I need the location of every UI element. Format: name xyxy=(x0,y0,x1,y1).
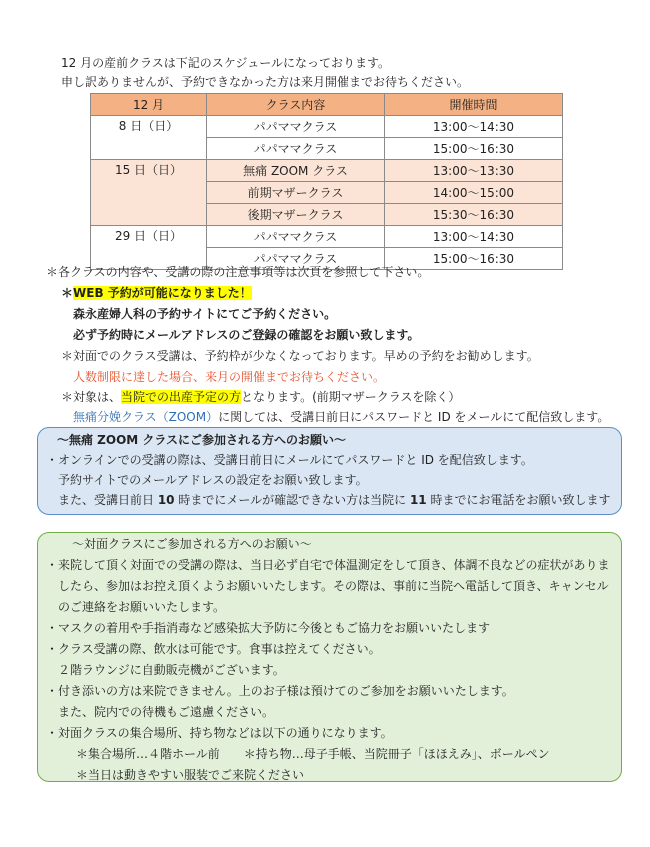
note-face: ＊対面でのクラス受講は、予約枠が少なくなっております。早めの予約をお勧めします。 xyxy=(61,349,539,363)
note-target xyxy=(61,389,460,405)
zoom-box-line-3 xyxy=(58,492,610,508)
time-cell: 15:00～16:30 xyxy=(385,138,563,160)
face-box-title: ～対面クラスにご参加される方へのお願い～ xyxy=(72,537,312,551)
table-row xyxy=(91,160,563,182)
note-web-line-2: 必ず予約時にメールアドレスのご登録の確認をお願い致します。 xyxy=(73,328,420,342)
zoom-line3-e: 時までにお電話をお願い致します xyxy=(426,493,611,507)
class-cell: パパママクラス xyxy=(207,138,385,160)
zoom-line3-hour-11: 11 xyxy=(409,493,427,507)
zoom-class-label: 無痛分娩クラス（ZOOM） xyxy=(73,410,219,424)
table-row xyxy=(91,116,563,138)
note-target-pre: ＊対象は、 xyxy=(61,390,122,404)
zoom-line3-c: 時までにメールが確認できない方は当院に xyxy=(174,493,410,507)
face-box-line: ・来院して頂く対面での受講の際は、当日必ず自宅で体温測定をして頂き、体調不良などの症状がありま xyxy=(46,558,610,572)
table-header-row xyxy=(91,94,563,116)
time-cell: 13:00～14:30 xyxy=(385,116,563,138)
time-cell: 14:00～15:00 xyxy=(385,182,563,204)
time-cell: 15:00～16:30 xyxy=(385,248,563,270)
time-cell: 13:00～13:30 xyxy=(385,160,563,182)
header-class: クラス内容 xyxy=(207,94,385,116)
note-web-line-1: 森永産婦人科の予約サイトにてご予約ください。 xyxy=(73,307,337,321)
header-month: 12 月 xyxy=(91,94,207,116)
note-zoom xyxy=(73,409,609,425)
class-cell: 後期マザークラス xyxy=(207,204,385,226)
note-web-prefix: ＊ xyxy=(61,286,74,300)
table-row xyxy=(91,226,563,248)
intro-line-1: 12 月の産前クラスは下記のスケジュールになっております。 xyxy=(61,56,391,70)
web-reservation-highlight: WEB 予約が可能になりました！ xyxy=(73,286,252,300)
face-box-line: ・マスクの着用や手指消毒など感染拡大予防に今後ともご協力をお願いいたします xyxy=(46,621,491,635)
note-general: ＊各クラスの内容や、受講の際の注意事項等は次頁を参照して下さい。 xyxy=(46,265,430,279)
note-zoom-post: に関しては、受講日前日にパスワードと ID をメールにて配信致します。 xyxy=(218,410,610,424)
class-cell: パパママクラス xyxy=(207,248,385,270)
face-box-line: ＊当日は動きやすい服装でご来院ください xyxy=(76,768,305,782)
class-cell: パパママクラス xyxy=(207,116,385,138)
time-cell: 13:00～14:30 xyxy=(385,226,563,248)
face-box-line: ・クラス受講の際、飲水は可能です。食事は控えてください。 xyxy=(46,642,381,656)
zoom-box-line-2: 予約サイトでのメールアドレスの設定をお願い致します。 xyxy=(58,473,368,487)
date-cell: 8 日（日） xyxy=(91,116,207,160)
face-box-line: したら、参加はお控え頂くようお願いいたします。その際は、事前に当院へ電話して頂き、キャンセル xyxy=(58,579,609,593)
class-cell: パパママクラス xyxy=(207,226,385,248)
time-cell: 15:30～16:30 xyxy=(385,204,563,226)
zoom-line3-hour-10: 10 xyxy=(157,493,175,507)
zoom-box-line-1: ・オンラインでの受講の際は、受講日前日にメールにてパスワードと ID を配信致します。 xyxy=(46,453,533,467)
face-box-line: ＊集合場所…４階ホール前 ＊持ち物…母子手帳、当院冊子「ほほえみ」、ボールペン xyxy=(76,747,550,761)
face-box-line: のご連絡をお願いいたします。 xyxy=(58,600,226,614)
note-web xyxy=(61,285,252,301)
schedule-table xyxy=(90,93,563,270)
intro-line-2: 申し訳ありませんが、予約できなかった方は来月開催までお待ちください。 xyxy=(61,75,470,89)
face-box-line: また、院内での待機もご遠慮ください。 xyxy=(58,705,275,719)
target-highlight: 当院での出産予定の方 xyxy=(121,390,242,404)
class-cell: 前期マザークラス xyxy=(207,182,385,204)
face-box-line: ２階ラウンジに自動販売機がございます。 xyxy=(58,663,285,677)
zoom-box-title: ～無痛 ZOOM クラスにご参加される方へのお願い～ xyxy=(57,433,347,447)
class-cell: 無痛 ZOOM クラス xyxy=(207,160,385,182)
face-box-line: ・対面クラスの集合場所、持ち物などは以下の通りになります。 xyxy=(46,726,393,740)
zoom-line3-a: また、受講日前日 xyxy=(58,493,158,507)
note-limit: 人数制限に達した場合、来月の開催までお待ちください。 xyxy=(73,370,386,384)
header-time: 開催時間 xyxy=(385,94,563,116)
note-target-post: となります。(前期マザークラスを除く） xyxy=(241,390,461,404)
date-cell: 15 日（日） xyxy=(91,160,207,226)
face-box-line: ・付き添いの方は来院できません。上のお子様は預けてのご参加をお願いいたします。 xyxy=(46,684,514,698)
date-cell: 29 日（日） xyxy=(91,226,207,270)
